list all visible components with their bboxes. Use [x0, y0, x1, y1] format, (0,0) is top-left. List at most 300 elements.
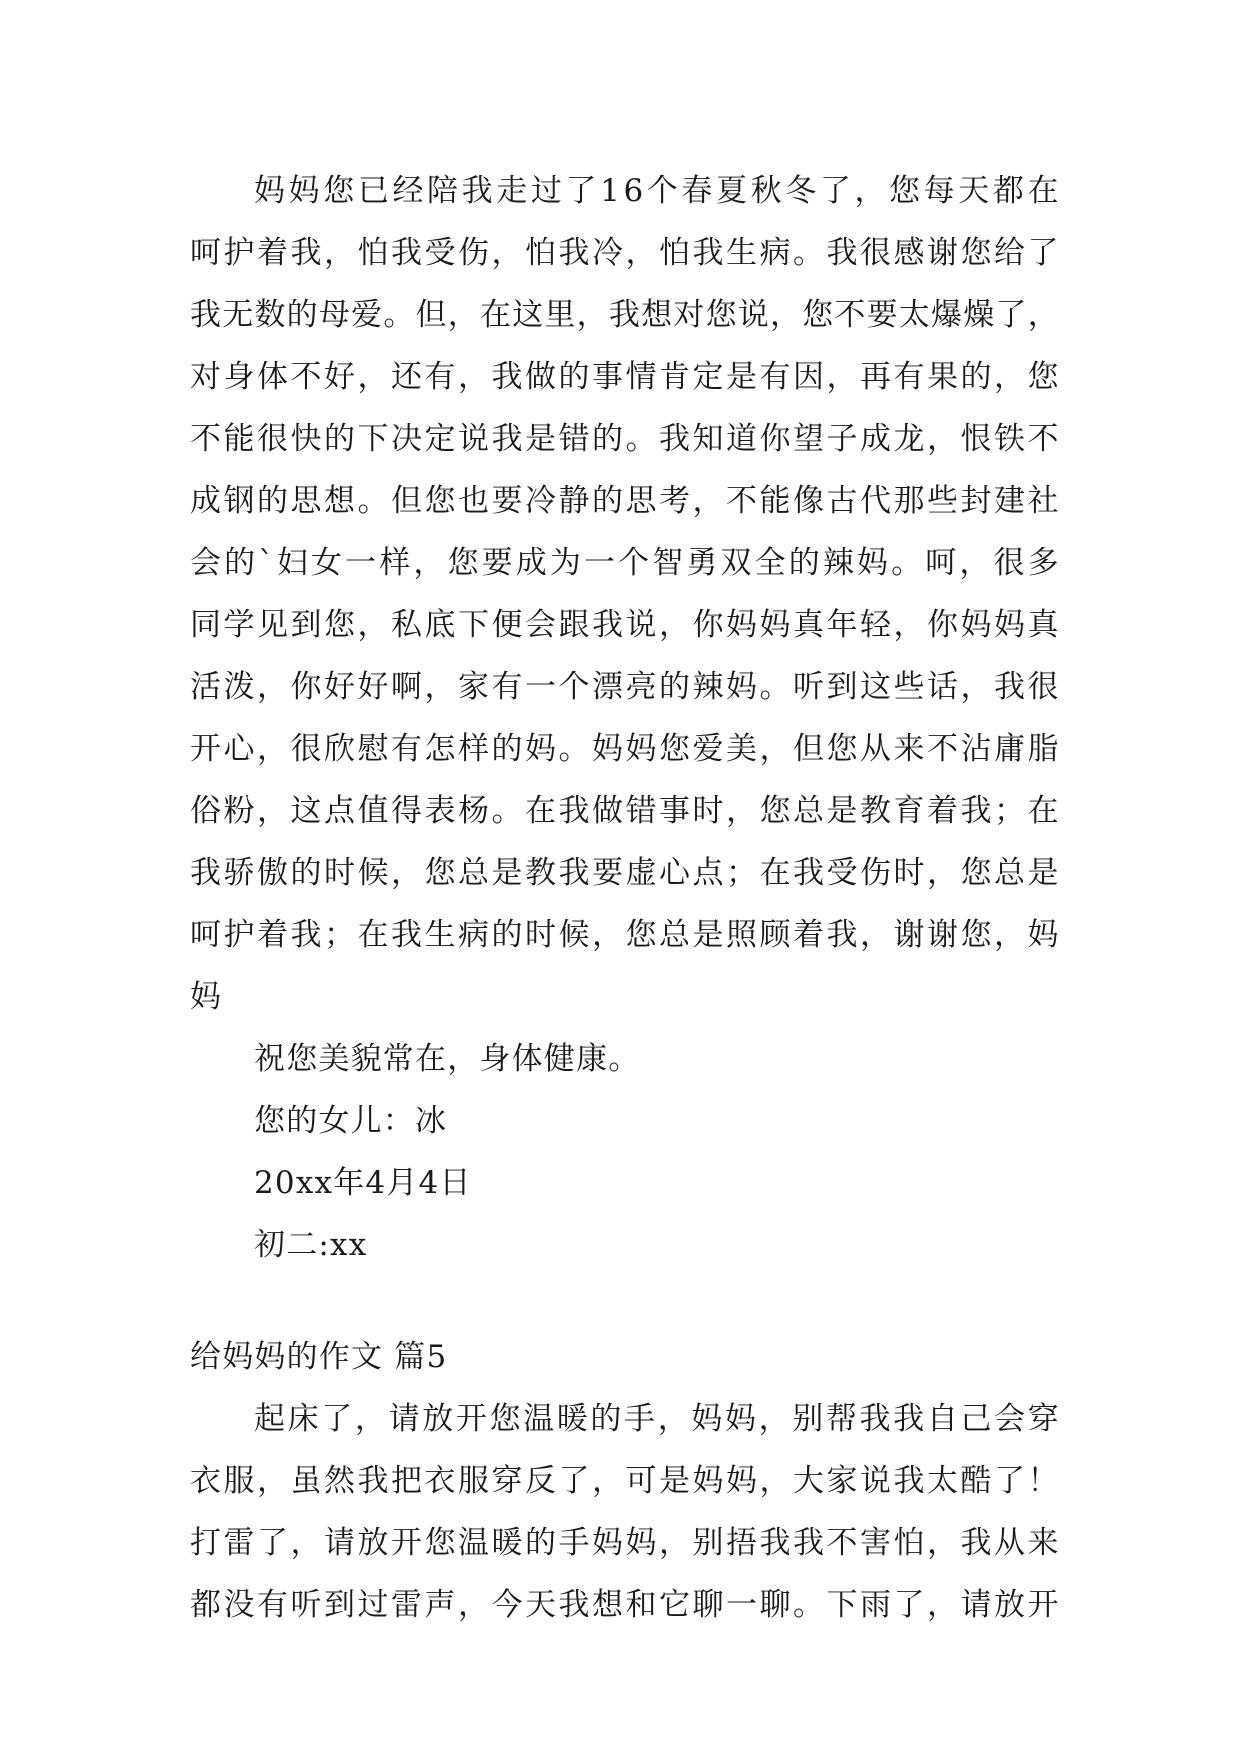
glyph: 病 [759, 235, 792, 271]
glyph: 爱 [351, 297, 384, 333]
glyph: 有 [893, 359, 926, 395]
glyph: 勇 [686, 545, 719, 581]
glyph: 放 [994, 1587, 1027, 1623]
glyph: 听 [290, 1587, 323, 1623]
glyph: ， [657, 1401, 690, 1437]
glyph: ， [659, 607, 692, 643]
glyph: 妈 [288, 173, 321, 209]
glyph: 的 [590, 1401, 623, 1437]
glyph: 您 [424, 483, 457, 519]
glyph: 天 [958, 173, 991, 209]
glyph: 帮 [825, 1401, 859, 1437]
glyph: 慰 [357, 731, 390, 767]
glyph: ， [391, 855, 424, 891]
glyph: 燥 [963, 297, 996, 333]
glyph: 教 [860, 793, 893, 829]
glyph: 过 [357, 1587, 390, 1623]
glyph: 温 [523, 1401, 556, 1437]
glyph: 是 [826, 793, 859, 829]
glyph: 有 [391, 731, 424, 767]
glyph: ` [258, 545, 275, 581]
glyph: 着 [257, 235, 290, 271]
glyph: 我 [190, 297, 223, 333]
glyph: 请 [960, 1587, 993, 1623]
glyph: 妈 [724, 1401, 758, 1437]
glyph: 有 [759, 359, 792, 395]
glyph: ， [927, 855, 960, 891]
glyph: 总 [994, 855, 1027, 891]
glyph: 我 [357, 1463, 390, 1499]
glyph: 。 [793, 1587, 826, 1623]
glyph: 春 [681, 173, 714, 209]
glyph: ， [257, 1463, 290, 1499]
letter-closing: 祝您美貌常在，身体健康。 [254, 1041, 641, 1077]
glyph: 真 [1027, 607, 1060, 643]
glyph: 妈 [726, 669, 759, 705]
glyph: 下 [357, 421, 390, 457]
glyph: 谢 [893, 917, 926, 953]
text-line [190, 1388, 1060, 1450]
glyph: 着 [793, 917, 826, 953]
glyph: 能 [759, 483, 792, 519]
glyph: 怎 [424, 731, 457, 767]
glyph: 情 [625, 359, 658, 395]
glyph: 但 [793, 731, 826, 767]
glyph: 我 [893, 1401, 926, 1437]
glyph: 开 [1027, 1587, 1060, 1623]
glyph: 要 [592, 855, 625, 891]
glyph: 能 [223, 421, 256, 457]
glyph: 然 [324, 1463, 357, 1499]
glyph: 我 [659, 421, 692, 457]
glyph: 您 [802, 297, 835, 333]
glyph: 我 [692, 235, 725, 271]
glyph: 声 [424, 1587, 457, 1623]
glyph: 您 [1027, 359, 1060, 395]
glyph: 是 [659, 1463, 692, 1499]
glyph: 。 [625, 421, 658, 457]
glyph: 害 [860, 1525, 893, 1561]
glyph: ； [726, 855, 759, 891]
glyph: 开 [190, 731, 223, 767]
glyph: ， [354, 1401, 388, 1437]
glyph: 放 [357, 1525, 390, 1561]
glyph: 跟 [558, 607, 591, 643]
glyph: 来 [1027, 1525, 1060, 1561]
glyph: 了 [257, 1525, 290, 1561]
glyph: 顾 [759, 917, 792, 953]
glyph: 你 [692, 607, 725, 643]
glyph: ， [447, 297, 480, 333]
glyph: 了 [994, 1463, 1027, 1499]
glyph: 您 [889, 173, 922, 209]
glyph: 是 [692, 917, 725, 953]
glyph: ， [759, 1463, 792, 1499]
glyph: 怕 [357, 235, 390, 271]
glyph: 真 [793, 607, 826, 643]
glyph: ， [826, 359, 859, 395]
glyph: 的 [491, 917, 524, 953]
letter-date: 20xx年4月4日 [254, 1165, 472, 1201]
glyph: 说 [625, 607, 658, 643]
glyph: 年 [826, 607, 859, 643]
glyph: 生 [424, 917, 457, 953]
glyph: 时 [525, 917, 558, 953]
glyph: 冷 [592, 235, 625, 271]
glyph: 的 [525, 1525, 558, 1561]
glyph: 钢 [223, 483, 256, 519]
glyph: 我 [391, 917, 424, 953]
glyph: 您 [625, 917, 658, 953]
glyph: 夏 [716, 173, 749, 209]
glyph: 龙 [893, 421, 926, 457]
glyph: 请 [324, 1525, 357, 1561]
glyph: 你 [290, 669, 323, 705]
glyph: 着 [257, 917, 290, 953]
glyph: 受 [826, 855, 859, 891]
glyph: 我 [558, 855, 591, 891]
glyph: 您 [324, 607, 357, 643]
glyph: 妈 [857, 545, 890, 581]
glyph: 很 [1027, 669, 1060, 705]
glyph: 恨 [960, 421, 993, 457]
glyph: 铁 [994, 421, 1027, 457]
glyph: 穿 [1027, 1401, 1060, 1437]
glyph: 您 [424, 1525, 457, 1561]
glyph: 下 [826, 1587, 859, 1623]
letter-signature: 您的女儿：冰 [254, 1103, 448, 1139]
glyph: 暖 [491, 1525, 524, 1561]
glyph: 把 [391, 1463, 424, 1499]
glyph: 它 [659, 1587, 692, 1623]
glyph: 己 [960, 1401, 993, 1437]
glyph: 有 [491, 669, 524, 705]
glyph: 做 [592, 793, 625, 829]
glyph: 和 [625, 1587, 658, 1623]
glyph: 床 [287, 1401, 320, 1437]
glyph: 妈 [960, 607, 993, 643]
glyph: 错 [558, 421, 591, 457]
glyph: 妈 [691, 1401, 724, 1437]
glyph: 今 [491, 1587, 524, 1623]
glyph: 自 [926, 1401, 960, 1437]
glyph: 但 [415, 297, 448, 333]
glyph: 我 [608, 297, 642, 333]
glyph: 心 [659, 855, 692, 891]
glyph: 家 [458, 669, 491, 705]
glyph: 时 [692, 793, 725, 829]
glyph: 的 [659, 669, 692, 705]
glyph: ， [357, 359, 390, 395]
glyph: 有 [257, 1587, 290, 1623]
glyph: 请 [388, 1401, 421, 1437]
glyph: 事 [659, 793, 692, 829]
glyph: 。 [891, 545, 924, 581]
glyph: ， [959, 545, 992, 581]
glyph: 怕 [525, 235, 558, 271]
glyph: 秋 [750, 173, 783, 209]
glyph: 妈 [254, 173, 287, 209]
glyph: 天 [525, 1587, 558, 1623]
glyph: ， [994, 359, 1027, 395]
document-body [190, 160, 1060, 1636]
glyph: 谢 [927, 917, 960, 953]
glyph: 要 [481, 545, 514, 581]
glyph: 冷 [525, 483, 558, 519]
glyph: ， [927, 1525, 960, 1561]
glyph: 到 [826, 669, 859, 705]
glyph: 我 [461, 173, 494, 209]
glyph: 妈 [1027, 917, 1060, 953]
text-line [190, 966, 1060, 1028]
glyph: 道 [726, 421, 759, 457]
glyph: 的 [491, 731, 524, 767]
glyph: 但 [391, 483, 424, 519]
glyph: 是 [726, 359, 759, 395]
glyph: 错 [625, 793, 658, 829]
glyph: 每 [923, 173, 956, 209]
glyph: 呵 [925, 545, 958, 581]
glyph: ， [491, 235, 524, 271]
glyph: 要 [491, 483, 524, 519]
glyph: 得 [391, 793, 424, 829]
glyph: 时 [324, 855, 357, 891]
glyph: 我 [491, 421, 524, 457]
glyph: 事 [592, 359, 625, 395]
glyph: 见 [257, 607, 290, 643]
glyph: 了 [819, 173, 853, 209]
glyph: 是 [1027, 855, 1060, 891]
glyph: ， [458, 359, 491, 395]
glyph: 再 [860, 359, 893, 395]
glyph: 。 [357, 483, 390, 519]
glyph: 都 [992, 173, 1026, 209]
glyph: 我 [793, 855, 826, 891]
glyph: 妇 [276, 545, 310, 581]
text-line [190, 408, 1060, 470]
text-line [190, 1450, 1060, 1512]
glyph: 谢 [927, 235, 960, 271]
glyph: 里 [544, 297, 577, 333]
glyph: ， [290, 1525, 323, 1561]
glyph: ， [625, 235, 658, 271]
glyph: 成 [515, 545, 548, 581]
glyph: 全 [754, 545, 787, 581]
glyph: 呵 [190, 235, 223, 271]
glyph: 的 [592, 483, 625, 519]
glyph: 放 [422, 1401, 455, 1437]
glyph: 代 [860, 483, 893, 519]
glyph: 爆 [931, 297, 964, 333]
glyph: 到 [290, 607, 323, 643]
glyph: 还 [391, 359, 424, 395]
glyph: 思 [290, 483, 323, 519]
glyph: 一 [584, 545, 617, 581]
section-spacer [190, 1276, 1060, 1326]
glyph: 妈 [759, 607, 792, 643]
glyph: 智 [652, 545, 685, 581]
glyph: 病 [458, 917, 491, 953]
glyph: 服 [458, 1463, 491, 1499]
glyph: 不 [290, 359, 323, 395]
letter-class: 初二:xx [254, 1227, 368, 1263]
glyph: 因 [793, 359, 826, 395]
glyph: 有 [424, 359, 457, 395]
glyph: 静 [558, 483, 591, 519]
glyph: 不 [726, 483, 759, 519]
glyph: 辣 [822, 545, 856, 581]
glyph: 暖 [556, 1401, 589, 1437]
glyph: ， [759, 731, 792, 767]
glyph: 一 [726, 1587, 759, 1623]
glyph: 时 [893, 855, 926, 891]
glyph: 您 [759, 793, 792, 829]
glyph: 您 [960, 235, 993, 271]
glyph: 在 [759, 855, 792, 891]
glyph: 脂 [1027, 731, 1060, 767]
glyph: 从 [860, 731, 893, 767]
glyph: 些 [927, 483, 960, 519]
text-line [190, 594, 1060, 656]
glyph: 妈 [625, 731, 658, 767]
glyph: 候 [558, 917, 591, 953]
text-line [190, 284, 1060, 346]
glyph: 衣 [424, 1463, 457, 1499]
glyph: 开 [391, 1525, 424, 1561]
glyph: 。 [759, 669, 792, 705]
glyph: 。 [383, 297, 416, 333]
glyph: 便 [491, 607, 524, 643]
glyph: 活 [190, 669, 223, 705]
glyph: 可 [625, 1463, 658, 1499]
glyph: 太 [927, 1463, 960, 1499]
text-line [190, 842, 1060, 904]
glyph: 骄 [223, 855, 256, 891]
glyph: 身 [223, 359, 256, 395]
glyph: 我 [391, 235, 424, 271]
glyph: 好 [357, 669, 390, 705]
glyph: ， [458, 1587, 491, 1623]
glyph: ， [893, 607, 926, 643]
glyph: 没 [223, 1587, 256, 1623]
glyph: 的 [257, 483, 290, 519]
glyph: 妈 [692, 1463, 725, 1499]
glyph: 心 [223, 731, 256, 767]
glyph: 6 [623, 173, 645, 209]
glyph: 我 [290, 917, 323, 953]
glyph: 我 [759, 1525, 792, 1561]
glyph: ， [592, 1463, 625, 1499]
glyph: 过 [530, 173, 564, 209]
glyph: 俗 [190, 793, 223, 829]
glyph: ， [324, 235, 357, 271]
glyph: 我 [960, 793, 993, 829]
glyph: 妈 [994, 607, 1027, 643]
glyph: ， [257, 731, 290, 767]
text-line [190, 718, 1060, 780]
glyph: 总 [793, 793, 826, 829]
glyph: ， [357, 607, 390, 643]
glyph: 欣 [324, 731, 357, 767]
glyph: 望 [793, 421, 826, 457]
glyph: 值 [357, 793, 390, 829]
glyph: 了 [321, 1401, 354, 1437]
glyph: 教 [525, 855, 558, 891]
glyph: 学 [223, 607, 256, 643]
glyph: 点 [692, 855, 725, 891]
glyph: 那 [893, 483, 926, 519]
glyph: 育 [893, 793, 926, 829]
glyph: 我 [558, 1587, 591, 1623]
glyph: 想 [324, 483, 357, 519]
letter-paragraph [190, 160, 1060, 1028]
glyph: 说 [458, 421, 491, 457]
glyph: 妈 [726, 607, 759, 643]
glyph: 美 [726, 731, 759, 767]
text-line [190, 346, 1060, 408]
glyph: 点 [324, 793, 357, 829]
glyph: 伤 [860, 855, 893, 891]
glyph: 同 [190, 607, 223, 643]
glyph: 了 [893, 1587, 926, 1623]
glyph: 母 [318, 297, 352, 333]
glyph: 在 [1027, 793, 1060, 829]
glyph: 做 [525, 359, 558, 395]
glyph: 样 [379, 545, 412, 581]
glyph: 不 [834, 297, 867, 333]
glyph: 个 [618, 545, 651, 581]
glyph: 杨 [458, 793, 491, 829]
glyph: 打 [190, 1525, 223, 1561]
glyph: 些 [893, 669, 926, 705]
glyph: 我 [290, 235, 323, 271]
glyph: 聊 [692, 1587, 725, 1623]
glyph: 爱 [692, 731, 725, 767]
text-line [190, 222, 1060, 284]
glyph: 起 [254, 1401, 287, 1437]
glyph: 想 [592, 1587, 625, 1623]
glyph: 庸 [994, 731, 1027, 767]
glyph: 下 [458, 607, 491, 643]
glyph: 好 [324, 669, 357, 705]
glyph: 我 [994, 669, 1027, 705]
text-line [190, 470, 1060, 532]
glyph: 伤 [458, 235, 491, 271]
glyph: 经 [392, 173, 425, 209]
glyph: 个 [558, 669, 591, 705]
glyph: 1 [600, 173, 622, 209]
glyph: 捂 [726, 1525, 759, 1561]
glyph: 话 [927, 669, 960, 705]
glyph: 封 [960, 483, 993, 519]
glyph: 粉 [223, 793, 256, 829]
glyph: ， [424, 669, 457, 705]
glyph: 的 [788, 545, 821, 581]
glyph: 辣 [692, 669, 725, 705]
glyph: ； [324, 917, 357, 953]
glyph: ， [769, 297, 803, 333]
glyph: 在 [479, 297, 513, 333]
glyph: 大 [793, 1463, 826, 1499]
glyph: 的 [960, 359, 993, 395]
glyph: 走 [496, 173, 529, 209]
glyph: 私 [391, 607, 424, 643]
glyph: 我 [491, 359, 524, 395]
glyph: 我 [859, 1401, 892, 1437]
text-line [190, 160, 1060, 222]
glyph: 手 [558, 1525, 591, 1561]
glyph: 在 [357, 917, 390, 953]
